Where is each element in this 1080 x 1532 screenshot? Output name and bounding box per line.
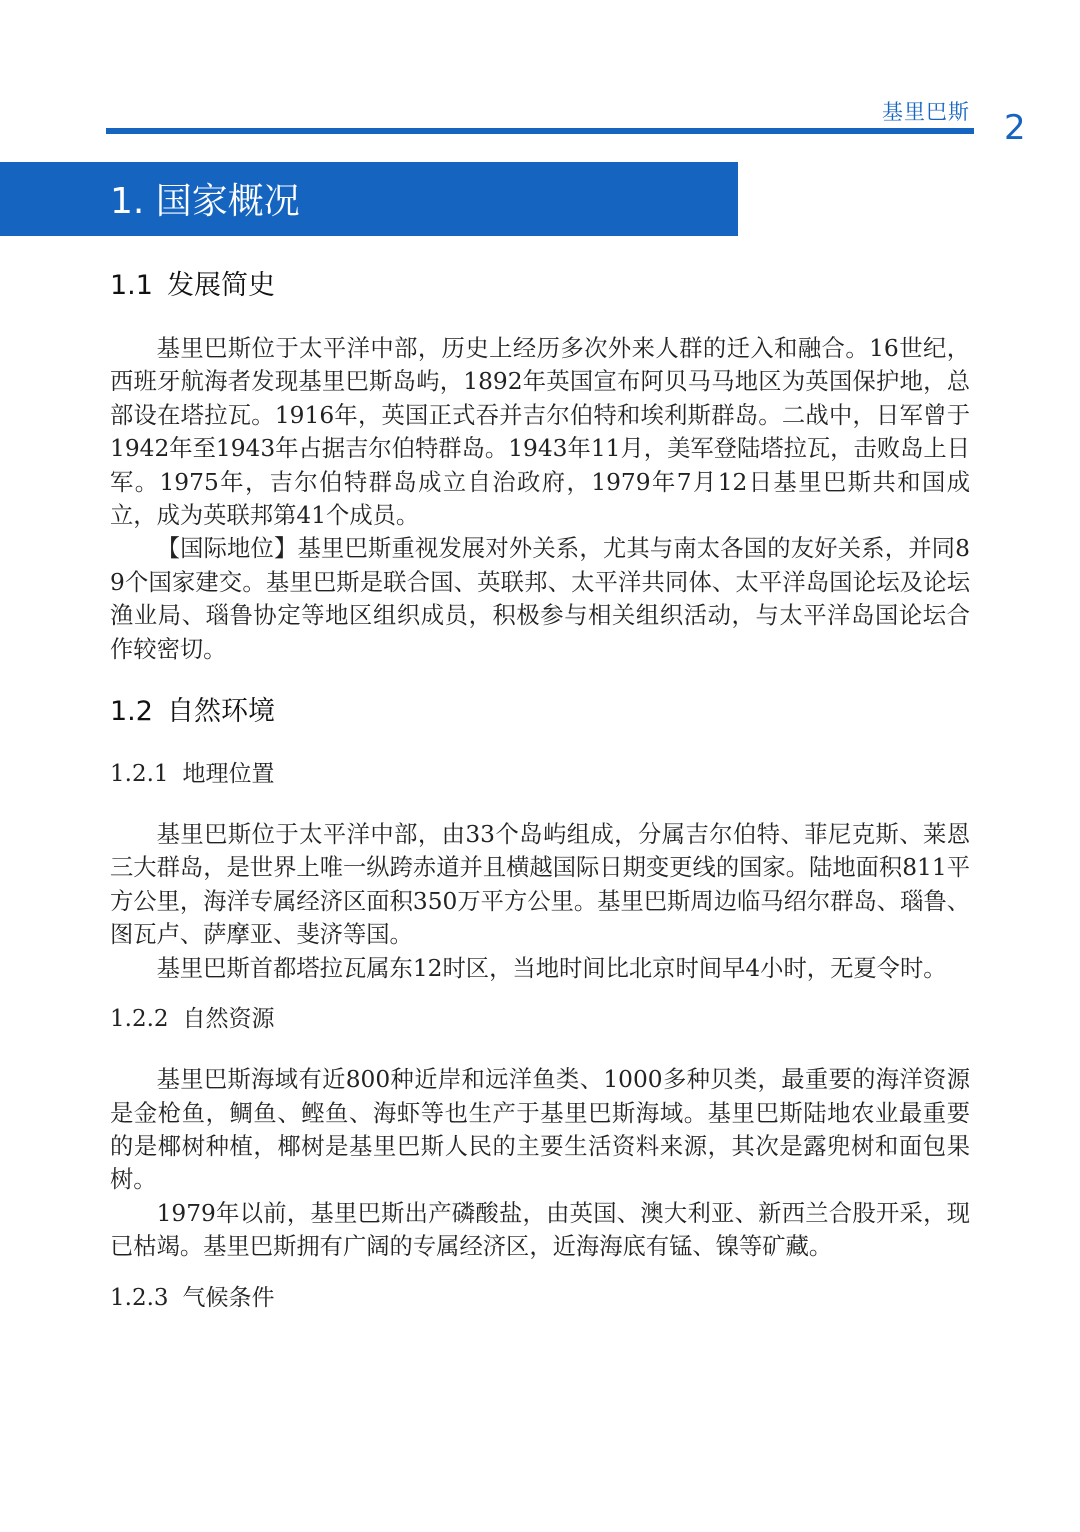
section-number: 1.1 [110, 270, 153, 301]
section-heading-1-2 [110, 688, 970, 736]
paragraph: 基里巴斯海域有近800种近岸和远洋鱼类、1000多种贝类，最重要的海洋资源是金枪鱼，鲷鱼、鲣鱼、海虾等也生产于基里巴斯海域。基里巴斯陆地农业最重要的是椰树种植，椰树是基里巴斯人民的主要生活资料来源，其次是露兜树和面包果树。 [110, 1066, 970, 1194]
page-content [110, 262, 970, 1318]
running-header-country: 基里巴斯 [882, 100, 970, 124]
subsection-heading-1-2-3 [110, 1278, 970, 1318]
section-heading-1-1 [110, 262, 970, 310]
paragraph: 1979年以前，基里巴斯出产磷酸盐，由英国、澳大利亚、新西兰合股开采，现已枯竭。基里巴斯拥有广阔的专属经济区，近海海底有锰、镍等矿藏。 [110, 1199, 970, 1261]
paragraph: 【国际地位】基里巴斯重视发展对外关系，尤其与南太各国的友好关系，并同89个国家建交。基里巴斯是联合国、英联邦、太平洋共同体、太平洋岛国论坛及论坛渔业局、瑙鲁协定等地区组织成员，积极参与相关组织活动，与太平洋岛国论坛合作较密切。 [110, 535, 970, 663]
subsection-title: 地理位置 [182, 761, 275, 788]
paragraph: 基里巴斯首都塔拉瓦属东12时区，当地时间比北京时间早4小时，无夏令时。 [156, 954, 947, 982]
header-divider [106, 128, 974, 134]
subsection-heading-1-2-2 [110, 999, 970, 1039]
chapter-banner [0, 162, 738, 236]
paragraph: 基里巴斯位于太平洋中部，由33个岛屿组成，分属吉尔伯特、菲尼克斯、莱恩三大群岛，是世界上唯一纵跨赤道并且横越国际日期变更线的国家。陆地面积811平方公里，海洋专属经济区面积350万平方公里。基里巴斯周边临马绍尔群岛、瑙鲁、图瓦卢、萨摩亚、斐济等国。 [110, 821, 970, 949]
section-title: 发展简史 [166, 270, 275, 301]
subsection-number: 1.2.1 [110, 761, 169, 788]
subsection-title: 自然资源 [182, 1006, 275, 1033]
subsection-number: 1.2.3 [110, 1284, 169, 1311]
section-number: 1.2 [110, 696, 153, 728]
chapter-title: 1. 国家概况 [110, 181, 300, 222]
subsection-heading-1-2-1 [110, 754, 970, 794]
section-title: 自然环境 [166, 696, 275, 728]
paragraph: 基里巴斯位于太平洋中部，历史上经历多次外来人群的迁入和融合。16世纪，西班牙航海者发现基里巴斯岛屿，1892年英国宣布阿贝马马地区为英国保护地，总部设在塔拉瓦。1916年，英国正式吞并吉尔伯特和埃利斯群岛。二战中，日军曾于1942年至1943年占据吉尔伯特群岛。1943年11月，美军登陆塔拉瓦，击败岛上日军。1975年，吉尔伯特群岛成立自治政府，1979年7月12日基里巴斯共和国成立，成为英联邦第41个成员。 [110, 335, 970, 530]
page-number: 2 [1004, 108, 1026, 148]
subsection-number: 1.2.2 [110, 1006, 169, 1033]
subsection-title: 气候条件 [182, 1284, 275, 1311]
